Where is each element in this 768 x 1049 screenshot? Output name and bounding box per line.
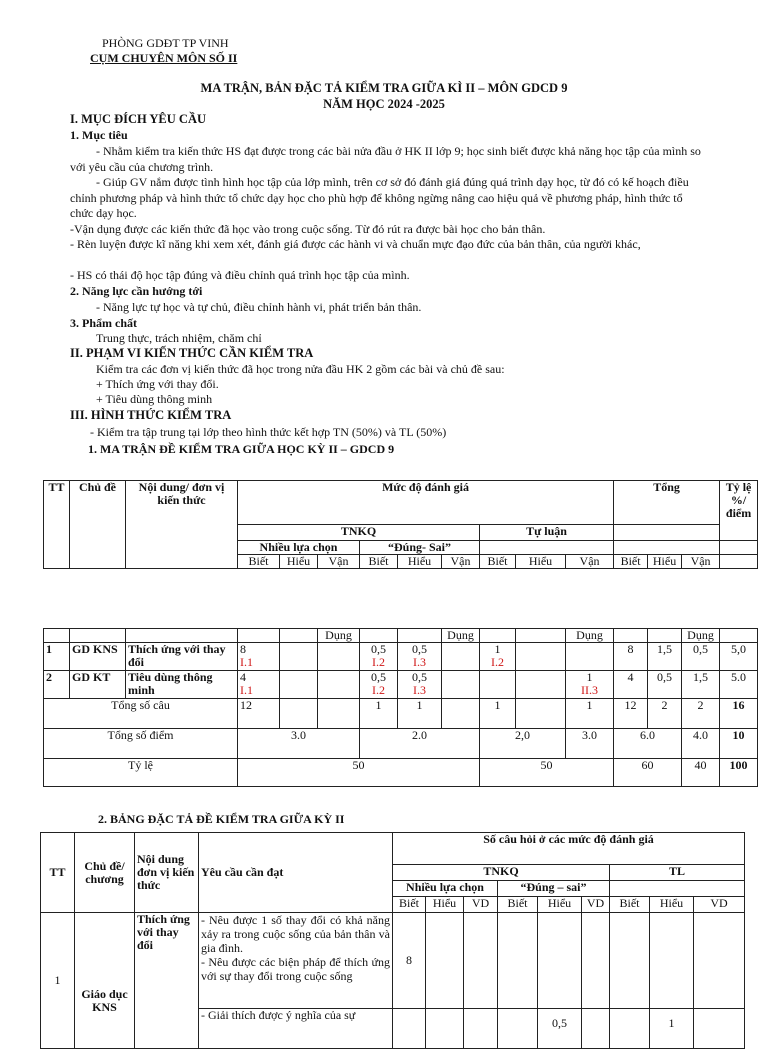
cell-value: 6.0 [614,729,682,759]
cluster-name: CỤM CHUYÊN MÔN SỐ II [90,51,238,65]
paragraph-6: - Năng lực tự học và tự chủ, điều chỉnh hành vi, phát triển bản thân. [96,300,422,314]
cell-value: 50 [238,759,480,787]
paragraph-1: - Nhằm kiểm tra kiến thức HS đạt được trong các bài nửa đầu ở HK II lớp 9; học sinh biết được khả năng học tập của mình so với yêu cầu của chương trình. [70,144,701,174]
section-heading-2: II. PHẠM VI KIẾN THỨC CẦN KIỂM TRA [70,346,314,360]
spec-table [40,832,745,1049]
col-level: Mức độ đánh giá [238,481,614,525]
spec-col-multiple-choice: Nhiều lựa chọn [393,881,498,897]
col-topic: Chủ đề [70,481,126,569]
col-ratio: Tỷ lệ %/ điểm [720,481,758,541]
subsection-competence: 2. Năng lực cần hướng tới [70,284,203,298]
section-heading-3: III. HÌNH THỨC KIỂM TRA [70,408,232,422]
empty-cell [720,541,758,555]
col-understand: Hiểu [516,555,566,569]
cell-ref: I.1 [240,655,253,669]
col-know: Biết [238,555,280,569]
row-content: Thích ứng với thay đổi [126,643,238,671]
cell-value: 4 [614,671,648,699]
cell-value: 0,5 [412,670,427,684]
matrix-body-table [43,628,758,787]
paragraph-3: -Vận dụng được các kiến thức đã học vào trong cuộc sống. Từ đó rút ra được bài học cho bản thân. [70,222,546,236]
row-label: Tổng số câu [44,699,238,729]
spec-col-apply: VD [582,897,610,913]
spec-col-tl: TL [610,865,745,881]
spec-col-apply: VD [694,897,745,913]
col-apply: Vận [682,555,720,569]
cell-value: 12 [238,699,280,729]
cell-value: 5.0 [720,671,758,699]
col-content: Nội dung/ đơn vị kiến thức [126,481,238,569]
cell-value: 50 [480,759,614,787]
cell-value: 1 [566,699,614,729]
cell-value: 1 [494,642,501,656]
paragraph-5: - HS có thái độ học tập đúng và điều chỉnh quá trình học tập của mình. [70,268,410,282]
col-total: Tổng [614,481,720,525]
col-apply-cont: Dụng [682,629,720,643]
cell-value: 1 [586,670,593,684]
row-content: Tiêu dùng thông minh [126,671,238,699]
row-topic: GD KNS [70,643,126,671]
col-apply-cont: Dụng [442,629,480,643]
paragraph-2: - Giúp GV nắm được tình hình học tập của lớp mình, trên cơ sở đó đánh giá đúng quá trình dạy học, từ đó có kế hoạch điều chỉnh phương pháp và hình thức tổ chức dạy học cho phù hợp để không ngừng nâng cao hiệu quả về phương pháp, hình thức tổ chức dạy học. [70,175,689,220]
section-heading-1: I. MỤC ĐÍCH YÊU CẦU [70,112,206,126]
empty-cell [720,555,758,569]
cell-value: 8 [614,643,648,671]
cell-value: 2 [682,699,720,729]
paragraph-10: + Tiêu dùng thông minh [96,392,213,406]
row-number: 1 [41,913,75,1049]
col-tt: TT [44,481,70,569]
table-row [44,643,758,671]
total-questions-row [44,699,758,729]
col-understand: Hiểu [398,555,442,569]
ratio-row [44,759,758,787]
cell-value: 12 [614,699,648,729]
spec-col-understand: Hiểu [426,897,464,913]
cell-ref: I.2 [372,683,385,697]
cell-value: 0,5 [538,1009,582,1049]
col-true-false: “Đúng- Sai” [360,541,480,555]
cell-value: 3.0 [566,729,614,759]
cell-value: 8 [240,642,246,656]
col-know: Biết [360,555,398,569]
spec-col-know: Biết [393,897,426,913]
cell-value: 0,5 [682,643,720,671]
cell-value: 1 [650,1009,694,1049]
cell-value: 0,5 [412,642,427,656]
document-title: MA TRẬN, BẢN ĐẶC TẢ KIỂM TRA GIỮA KÌ II – MÔN GDCD 9 [200,81,568,95]
cell-ref: I.2 [491,655,504,669]
cell-value: 10 [720,729,758,759]
matrix-header-table [43,480,758,569]
row-number: 1 [44,643,70,671]
spec-col-apply: VD [464,897,498,913]
col-essay: Tự luận [480,525,614,541]
col-multiple-choice: Nhiều lựa chọn [238,541,360,555]
spec-col-true-false: “Đúng – sai” [498,881,610,897]
row-label: Tỷ lệ [44,759,238,787]
spec-col-content: Nội dung đơn vị kiến thức [135,833,199,913]
col-tnkq: TNKQ [238,525,480,541]
subsection-qualities: 3. Phẩm chất [70,316,137,330]
paragraph-4: - Rèn luyện được kĩ năng khi xem xét, đánh giá được các hành vi và chuẩn mực đạo đức của bản thân, của người khác, [70,237,641,251]
cell-value: 0,5 [371,670,386,684]
cell-value: 1,5 [682,671,720,699]
spec-col-understand: Hiểu [650,897,694,913]
spec-col-requirement: Yêu cầu cần đạt [199,833,393,913]
col-know: Biết [480,555,516,569]
paragraph-7: Trung thực, trách nhiệm, chăm chỉ [96,331,262,345]
school-year: NĂM HỌC 2024 -2025 [323,97,445,111]
cell-value: 5,0 [720,643,758,671]
cell-value: 1 [360,699,398,729]
spec-heading: 2. BẢNG ĐẶC TẢ ĐỀ KIỂM TRA GIỮA KỲ II [98,812,345,826]
requirement-text: - Giải thích được ý nghĩa của sự [199,1009,393,1049]
paragraph-9: + Thích ứng với thay đổi. [96,377,219,391]
cell-value: 1,5 [648,643,682,671]
row-content: Thích ứng với thay đổi [135,913,199,1049]
cell-value: 40 [682,759,720,787]
cell-ref: I.1 [240,683,253,697]
paragraph-8: Kiểm tra các đơn vị kiến thức đã học trong nửa đầu HK 2 gồm các bài và chủ đề sau: [96,362,505,376]
row-topic: GD KT [70,671,126,699]
spec-col-know: Biết [498,897,538,913]
spec-col-tt: TT [41,833,75,913]
cell-value: 1 [480,699,516,729]
col-apply: Vận [318,555,360,569]
cell-value: 8 [393,913,426,1009]
col-apply: Vận [566,555,614,569]
cell-ref: I.2 [372,655,385,669]
cell-value: 0,5 [371,642,386,656]
cell-value: 60 [614,759,682,787]
cell-ref: I.3 [413,683,426,697]
col-apply: Vận [442,555,480,569]
cell-value: 1 [398,699,442,729]
spec-col-questions: Số câu hỏi ở các mức độ đánh giá [393,833,745,865]
cell-value: 2.0 [360,729,480,759]
cell-value: 3.0 [238,729,360,759]
table-row [44,671,758,699]
col-know: Biết [614,555,648,569]
total-points-row [44,729,758,759]
row-topic: Giáo dục KNS [75,913,135,1049]
empty-cell [614,541,720,555]
cell-value: 4.0 [682,729,720,759]
col-apply-cont: Dụng [566,629,614,643]
subsection-objectives: 1. Mục tiêu [70,128,128,142]
spec-col-tnkq: TNKQ [393,865,610,881]
col-apply-cont: Dụng [318,629,360,643]
col-understand: Hiểu [648,555,682,569]
cell-value: 0,5 [648,671,682,699]
col-understand: Hiểu [280,555,318,569]
row-label: Tổng số điểm [44,729,238,759]
empty-cell [480,541,614,555]
cell-value: 16 [720,699,758,729]
paragraph-11: - Kiểm tra tập trung tại lớp theo hình thức kết hợp TN (50%) và TL (50%) [90,425,447,439]
cell-value: 4 [240,670,246,684]
row-number: 2 [44,671,70,699]
empty-cell [614,525,720,541]
spec-col-topic: Chủ đề/ chương [75,833,135,913]
table-row [41,913,745,1009]
cell-ref: I.3 [413,655,426,669]
cell-value: 2 [648,699,682,729]
spec-col-know: Biết [610,897,650,913]
cell-ref: II.3 [581,683,598,697]
dept-name: PHÒNG GDĐT TP VINH [102,36,229,50]
cell-value: 100 [720,759,758,787]
matrix-heading: 1. MA TRẬN ĐỀ KIỂM TRA GIỮA HỌC KỲ II – GDCD 9 [88,442,395,456]
cell-value: 2,0 [480,729,566,759]
requirement-text: - Nêu được 1 số thay đổi có khả năng xảy ra trong cuộc sống của bản thân và gia đình. - Nêu được các biện pháp để thích ứng với sự thay đổi trong cuộc sống [199,913,393,1009]
spec-col-understand: Hiểu [538,897,582,913]
